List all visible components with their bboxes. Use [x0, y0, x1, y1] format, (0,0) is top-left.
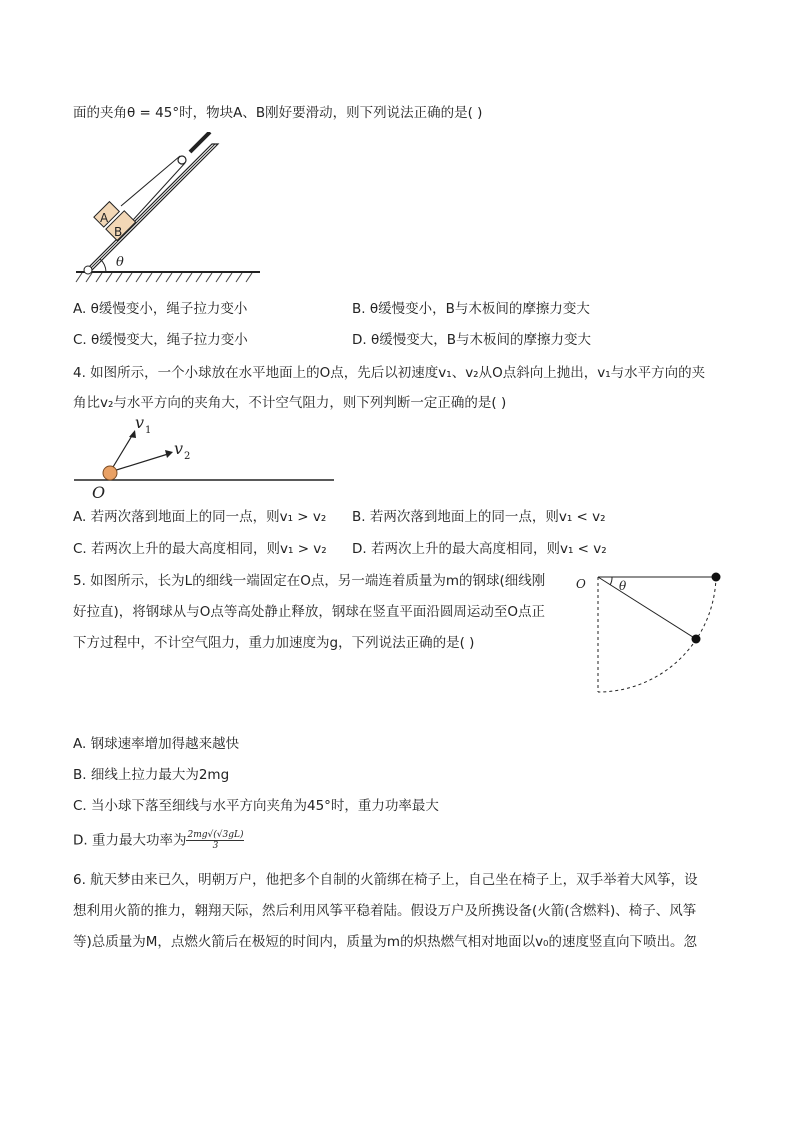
q6-stem-line3: 等)总质量为M，点燃火箭后在极短的时间内，质量为m的炽热燃气相对地面以v₀的速度竖直向下喷出。忽 — [73, 934, 697, 950]
q5-pendulum-figure — [572, 566, 732, 696]
q4-option-b: B. 若两次落到地面上的同一点，则v₁ < v₂ — [352, 509, 606, 525]
rope-b — [133, 163, 185, 220]
q5-option-a: A. 钢球速率增加得越来越快 — [73, 736, 240, 752]
q6-stem-line2: 想利用火箭的推力，翱翔天际，然后利用风筝平稳着陆。假设万户及所携设备(火箭(含燃料)、椅子、风筝 — [73, 903, 697, 919]
label-o: O — [92, 483, 106, 502]
q3-option-d: D. θ缓慢变大，B与木板间的摩擦力变大 — [352, 332, 591, 348]
q4-option-d: D. 若两次上升的最大高度相同，则v₁ < v₂ — [352, 541, 607, 557]
ball-start-icon — [712, 573, 721, 582]
q4-projectile-figure — [72, 414, 337, 502]
q3-option-a: A. θ缓慢变小，绳子拉力变小 — [73, 301, 248, 317]
label-o: O — [576, 577, 586, 591]
q4-stem-line1: 4. 如图所示，一个小球放在水平地面上的O点，先后以初速度v₁、v₂从O点斜向上抛出，v₁与水平方向的夹 — [73, 365, 706, 381]
string-line — [598, 577, 696, 639]
q5-option-d — [73, 830, 244, 851]
q5-option-d-prefix: D. 重力最大功率为 — [73, 832, 187, 849]
ball-icon — [103, 466, 117, 480]
q3-stem: 面的夹角θ = 45°时，物块A、B刚好要滑动，则下列说法正确的是( ) — [73, 105, 483, 121]
q5-stem-line2: 好拉直)，将钢球从与O点等高处静止释放，钢球在竖直平面沿圆周运动至O点正 — [73, 604, 546, 620]
q4-stem-line2: 角比v₂与水平方向的夹角大，不计空气阻力，则下列判断一定正确的是( ) — [73, 395, 507, 411]
label-v1-sub: 1 — [145, 425, 152, 436]
q5-option-d-fraction — [186, 830, 244, 851]
hinge-icon — [84, 266, 92, 274]
label-v2-sub: 2 — [184, 451, 191, 462]
ground-hatching — [76, 273, 252, 282]
label-b: B — [114, 225, 123, 239]
label-v1: v — [135, 414, 145, 432]
theta-arc — [610, 577, 612, 585]
v2-arrowhead — [165, 450, 173, 458]
label-a: A — [100, 211, 109, 225]
label-theta: θ — [619, 579, 627, 593]
q5-option-b: B. 细线上拉力最大为2mg — [73, 767, 230, 783]
q3-option-b: B. θ缓慢变小，B与木板间的摩擦力变大 — [352, 301, 590, 317]
q4-option-a: A. 若两次落到地面上的同一点，则v₁ > v₂ — [73, 509, 327, 525]
q6-stem-line1: 6. 航天梦由来已久，明朝万户，他把多个自制的火箭绑在椅子上，自己坐在椅子上，双手举着大风筝，设 — [73, 872, 698, 888]
q5-stem-line1: 5. 如图所示，长为L的细线一端固定在O点，另一端连着质量为m的钢球(细线刚 — [73, 573, 546, 589]
arc-path-dashed — [598, 577, 716, 692]
q4-option-c: C. 若两次上升的最大高度相同，则v₁ > v₂ — [73, 541, 327, 557]
ball-icon — [692, 635, 701, 644]
q5-stem-line3: 下方过程中，不计空气阻力，重力加速度为g，下列说法正确的是( ) — [73, 635, 475, 651]
label-v2: v — [174, 439, 184, 458]
q3-option-c: C. θ缓慢变大，绳子拉力变小 — [73, 332, 248, 348]
q5-option-c: C. 当小球下落至细线与水平方向夹角为45°时，重力功率最大 — [73, 798, 439, 814]
q3-incline-figure — [72, 132, 267, 284]
fraction-numerator: 2mg√(√3gL) — [187, 830, 244, 840]
rope-a — [121, 156, 180, 206]
label-theta: θ — [116, 255, 124, 270]
fraction-denominator: 3 — [212, 841, 219, 851]
